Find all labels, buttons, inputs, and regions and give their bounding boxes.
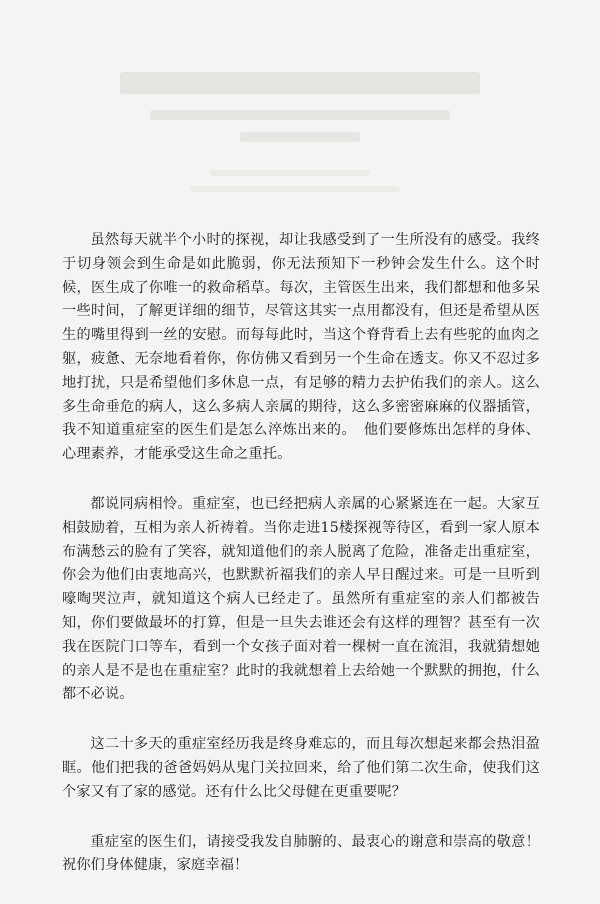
faded-subtitle-bleed — [150, 110, 450, 120]
paragraph: 重症室的医生们，请接受我发自肺腑的、最衷心的谢意和崇高的敬意！祝你们身体健康，家庭幸福！ — [62, 833, 540, 874]
faded-header-area — [90, 62, 510, 212]
paragraph: 虽然每天就半个小时的探视，却让我感受到了一生所没有的感受。我终于切身领会到生命是如此脆弱，你无法预知下一秒钟会发生什么。这个时候，医生成了你唯一的救命稻草。每次，主管医生出来，我们都想和他多呆一些时间，了解更详细的细节，尽管这其实一点用都没有，但还是希望从医生的嘴里得到一丝的安慰。而每每此时，当这个脊背看上去有些驼的血肉之躯，疲惫、无奈地看着你，你仿佛又看到另一个生命在透支。你又不忍过多地打扰，只是希望他们多休息一点，有足够的精力去护佑我们的亲人。这么多生命垂危的病人，这么多病人亲属的期待，这么多密密麻麻的仪器插管，我不知道重症室的医生们是怎么淬炼出来的。 他们要修炼出怎样的身体、心理素养，才能承受这生命之重托。 — [62, 232, 540, 463]
faded-title-bleed — [120, 72, 480, 94]
paragraph: 这二十多天的重症室经历我是终身难忘的，而且每次想起来都会热泪盈眶。他们把我的爸爸妈妈从鬼门关拉回来，给了他们第二次生命，使我们这个家又有了家的感觉。还有什么比父母健在更重要呢？ — [62, 736, 540, 800]
faded-byline-bleed — [210, 170, 370, 176]
faded-subtitle-bleed — [240, 132, 360, 142]
faded-byline-bleed — [190, 186, 400, 192]
paragraph: 都说同病相怜。重症室，也已经把病人亲属的心紧紧连在一起。大家互相鼓励着，互相为亲人祈祷着。当你走进15楼探视等待区，看到一家人原本布满愁云的脸有了笑容，就知道他们的亲人脱离了危险，准备走出重症室，你会为他们由衷地高兴，也默默祈福我们的亲人早日醒过来。可是一旦听到嚎啕哭泣声，就知道这个病人已经走了。虽然所有重症室的亲人们都被告知，你们要做最坏的打算，但是一旦失去谁还会有这样的理智？甚至有一次我在医院门口等车，看到一个女孩子面对着一棵树一直在流泪，我就猜想她的亲人是不是也在重症室？此时的我就想着上去给她一个默默的拥抱，什么都不必说。 — [62, 495, 540, 703]
article-body — [62, 229, 540, 904]
